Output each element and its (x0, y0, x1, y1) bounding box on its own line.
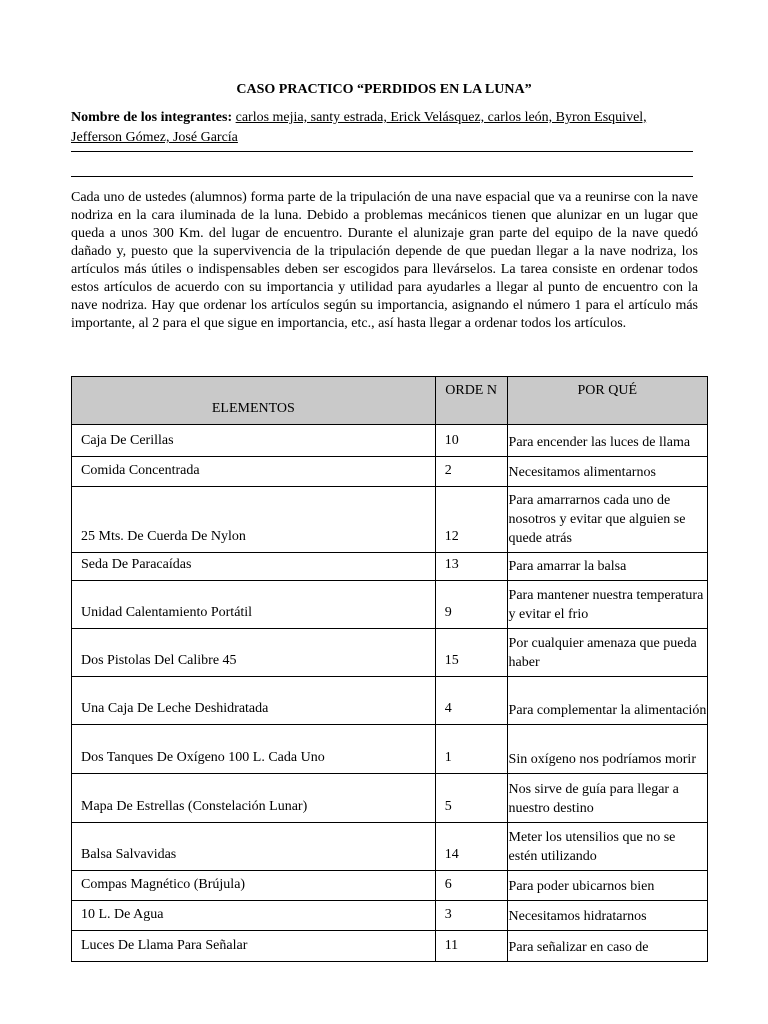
cell-porque: Para amarrar la balsa (507, 553, 707, 581)
cell-elemento: Compas Magnético (Brújula) (72, 871, 436, 901)
cell-orden: 11 (435, 931, 507, 962)
cell-elemento: Dos Tanques De Oxígeno 100 L. Cada Uno (72, 725, 436, 774)
table-row (72, 677, 708, 725)
members-label: Nombre de los integrantes: (71, 110, 233, 125)
cell-porque: Para encender las luces de llama (507, 425, 707, 457)
cell-porque: Meter los utensilios que no se estén utilizando (507, 823, 707, 871)
table-row (72, 553, 708, 581)
cell-orden: 2 (435, 457, 507, 487)
cell-orden: 4 (435, 677, 507, 725)
table-row (72, 487, 708, 553)
table-row (72, 931, 708, 962)
cell-porque: Nos sirve de guía para llegar a nuestro destino (507, 774, 707, 823)
table-row (72, 725, 708, 774)
cell-elemento: Unidad Calentamiento Portátil (72, 581, 436, 629)
cell-elemento: 25 Mts. De Cuerda De Nylon (72, 487, 436, 553)
cell-orden: 1 (435, 725, 507, 774)
cell-orden: 12 (435, 487, 507, 553)
cell-elemento: Mapa De Estrellas (Constelación Lunar) (72, 774, 436, 823)
cell-porque: Necesitamos alimentarnos (507, 457, 707, 487)
table-row (72, 901, 708, 931)
members-section (71, 108, 693, 148)
header-orden: ORDE N (435, 377, 507, 425)
table-row (72, 457, 708, 487)
cell-orden: 3 (435, 901, 507, 931)
table-row (72, 629, 708, 677)
cell-porque: Para complementar la alimentación (507, 677, 707, 725)
cell-elemento: Una Caja De Leche Deshidratada (72, 677, 436, 725)
cell-orden: 13 (435, 553, 507, 581)
cell-porque: Para señalizar en caso de (507, 931, 707, 962)
cell-porque: Sin oxígeno nos podríamos morir (507, 725, 707, 774)
cell-elemento: Luces De Llama Para Señalar (72, 931, 436, 962)
cell-orden: 10 (435, 425, 507, 457)
cell-elemento: Balsa Salvavidas (72, 823, 436, 871)
cell-orden: 15 (435, 629, 507, 677)
cell-elemento: Seda De Paracaídas (72, 553, 436, 581)
cell-elemento: 10 L. De Agua (72, 901, 436, 931)
table-row (72, 425, 708, 457)
cell-elemento: Dos Pistolas Del Calibre 45 (72, 629, 436, 677)
cell-elemento: Caja De Cerillas (72, 425, 436, 457)
cell-orden: 5 (435, 774, 507, 823)
cell-porque: Necesitamos hidratarnos (507, 901, 707, 931)
blank-rule (71, 176, 693, 177)
cell-porque: Para amarrarnos cada uno de nosotros y evitar que alguien se quede atrás (507, 487, 707, 553)
table-row (72, 871, 708, 901)
cell-elemento: Comida Concentrada (72, 457, 436, 487)
header-porque: POR QUÉ (507, 377, 707, 425)
cell-porque: Para poder ubicarnos bien (507, 871, 707, 901)
header-elementos: ELEMENTOS (72, 377, 436, 425)
members-names: carlos mejia, santy estrada, Erick Velásquez, carlos león, Byron Esquivel, Jefferson Gómez, José García (71, 110, 647, 145)
table-row (72, 774, 708, 823)
cell-porque: Para mantener nuestra temperatura y evitar el frio (507, 581, 707, 629)
table-row (72, 823, 708, 871)
intro-paragraph: Cada uno de ustedes (alumnos) forma parte de la tripulación de una nave espacial que va a reunirse con la nave nodriza en la cara iluminada de la luna. Debido a problemas mecánicos tienen que alunizar en un lugar que queda a unos 300 Km. del lugar de encuentro. Durante el alunizaje gran parte del equipo de la nave quedó dañado y, puesto que la supervivencia de la tripulación depende de que puedan llegar a la nave nodriza, los artículos más útiles o indispensables deben ser escogidos para llevárselos. La tarea consiste en ordenar todos estos artículos de acuerdo con su importancia y utilidad para ayudarles a llegar al punto de encuentro con la nave nodriza. Hay que ordenar los artículos según su importancia, asignando el número 1 para el artículo más importante, al 2 para el que sigue en importancia, etc., así hasta llegar a ordenar todos los artículos. (71, 190, 698, 331)
cell-porque: Por cualquier amenaza que pueda haber (507, 629, 707, 677)
underline-rule (71, 151, 693, 152)
cell-orden: 14 (435, 823, 507, 871)
document-title: CASO PRACTICO “PERDIDOS EN LA LUNA” (236, 82, 532, 97)
cell-orden: 9 (435, 581, 507, 629)
cell-orden: 6 (435, 871, 507, 901)
items-table (71, 376, 708, 962)
items-table-body (72, 425, 708, 962)
table-header-row (72, 377, 708, 425)
table-row (72, 581, 708, 629)
